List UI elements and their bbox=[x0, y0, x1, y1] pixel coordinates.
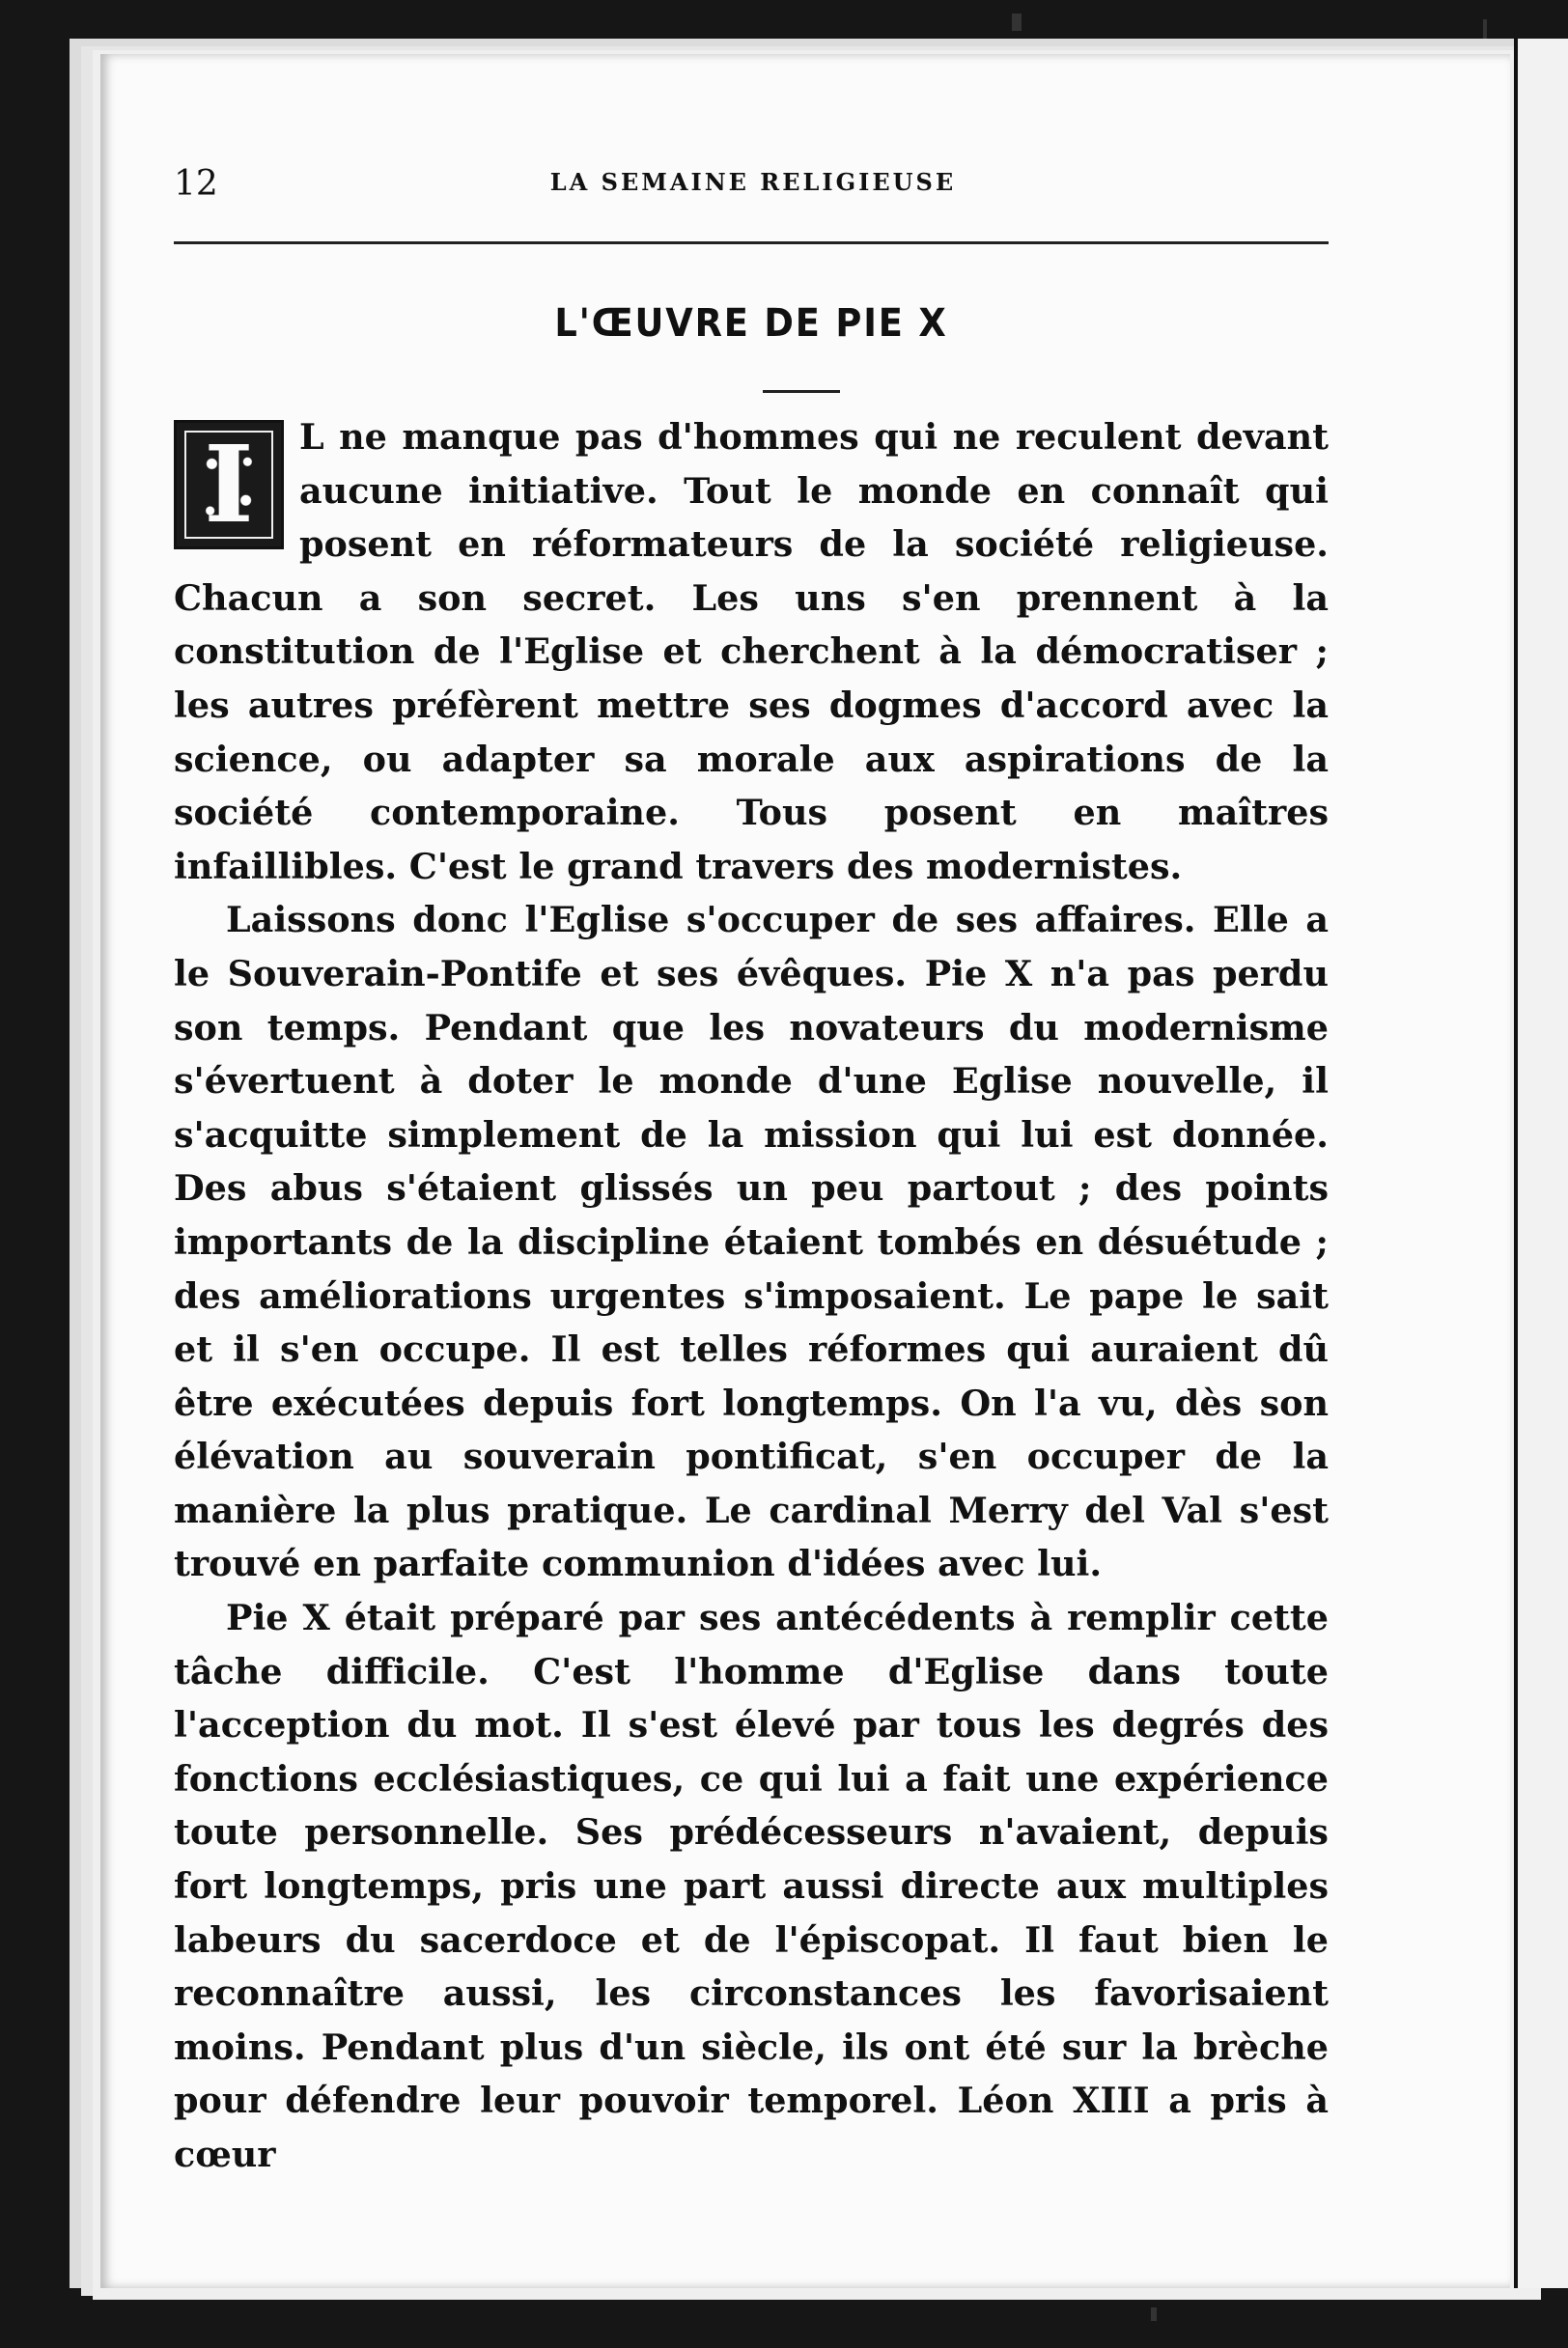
ornamental-drop-cap bbox=[174, 420, 284, 549]
scan-speck bbox=[1151, 2307, 1157, 2321]
running-head bbox=[174, 164, 1332, 212]
paragraph-2: Laissons donc l'Eglise s'occuper de ses affaires. Elle a le Souverain-Pontife et ses évêques. Pie X n'a pas perdu son temps. Pendant que les novateurs du modernisme s'évertuent à doter le monde d'une Eglise nouvelle, il s'acquitte simplement de la mission qui lui est donnée. Des abus s'étaient glissés un peu partout ; des points importants de la discipline étaient tombés en désuétude ; des améliorations urgentes s'imposaient. Le pape le sait et il s'en occupe. Il est telles réformes qui auraient dû être exécutées depuis fort longtemps. On l'a vu, dès son élévation au souverain pontificat, s'en occuper de la manière la plus pratique. Le cardinal Merry del Val s'est trouvé en parfaite communion d'idées avec lui. bbox=[174, 899, 1329, 1585]
scan-speck bbox=[1012, 14, 1022, 31]
title-rule bbox=[763, 390, 840, 393]
drop-cap-letter: I bbox=[204, 422, 254, 546]
page-number: 12 bbox=[174, 164, 218, 204]
paragraph-3: Pie X était préparé par ses antécédents à remplir cette tâche difficile. C'est l'homme d'Eglise dans toute l'acception du mot. Il s'est élevé par tous les degrés des fonctions ecclésiastiques, ce qui lui a fait une expérience toute personnelle. Ses prédécesseurs n'avaient, depuis fort longtemps, pris une part aussi directe aux multiples labeurs du sacerdoce et de l'épiscopat. Il faut bien le reconnaître aussi, les circonstances les favorisaient moins. Pendant plus d'un siècle, ils ont été sur la brèche pour défendre leur pouvoir temporel. Léon XIII a pris à cœur bbox=[174, 1597, 1329, 2175]
paragraph-1 bbox=[174, 410, 1329, 893]
running-title: LA SEMAINE RELIGIEUSE bbox=[549, 168, 957, 196]
facing-page-edge bbox=[1514, 39, 1568, 2288]
scan-speck bbox=[1483, 19, 1487, 39]
paragraph-text: L ne manque pas d'hommes qui ne reculent devant aucune initiative. Tout le monde en connaît qui posent en réformateurs de la société religieuse. Chacun a son secret. Les uns s'en prennent à la constitution de l'Eglise et cherchent à la démocratiser ; les autres préfèrent mettre ses dogmes d'accord avec la science, ou adapter sa morale aux aspirations de la société contemporaine. Tous posent en maîtres infaillibles. C'est le grand travers des modernistes. bbox=[174, 416, 1329, 887]
article-title: L'ŒUVRE DE PIE X bbox=[554, 301, 948, 346]
article-body bbox=[174, 410, 1329, 2182]
header-rule bbox=[174, 241, 1329, 244]
